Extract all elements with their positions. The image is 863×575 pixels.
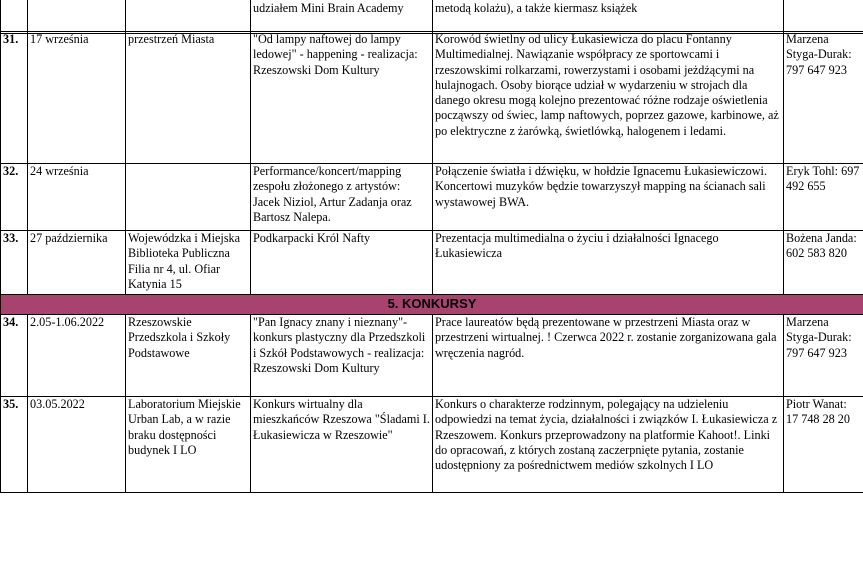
row-date — [28, 0, 126, 34]
row-title: Performance/koncert/mapping zespołu złożonego z artystów: Jacek Niziol, Artur Zadanja oraz Bartosz Nalepa. — [251, 164, 433, 231]
row-description: Konkurs o charakterze rodzinnym, polegający na udzieleniu odpowiedzi na temat życia, działalności i związków I. Łukasiewicza z Rzeszowem. Konkurs przeprowadzony na platformie Kahoot!. Linki do opracowań, z których zostaną zaczerpnięte pytania, zostanie udostępniony za pośrednictwem mediów szkolnych I LO — [433, 397, 784, 493]
row-number — [1, 0, 28, 34]
row-contact: Piotr Wanat: 17 748 28 20 — [784, 397, 863, 493]
row-contact — [784, 0, 863, 34]
row-contact: Marzena Styga-Durak: 797 647 923 — [784, 32, 863, 164]
row-number: 32. — [1, 164, 28, 231]
row-date: 24 września — [28, 164, 126, 231]
row-place — [126, 0, 251, 34]
row-place: Wojewódzka i Miejska Biblioteka Publiczna Filia nr 4, ul. Ofiar Katynia 15 — [126, 231, 251, 295]
row-title: "Pan Ignacy znany i nieznany"- konkurs plastyczny dla Przedszkoli i Szkół Podstawowych - realizacja: Rzeszowski Dom Kultury — [251, 315, 433, 397]
row-date: 17 września — [28, 32, 126, 164]
table-row — [1, 315, 863, 397]
row-title: udziałem Mini Brain Academy — [251, 0, 433, 34]
row-description: Prezentacja multimedialna o życiu i działalności Ignacego Łukasiewicza — [433, 231, 784, 295]
row-contact: Bożena Janda: 602 583 820 — [784, 231, 863, 295]
section-title: 5. KONKURSY — [1, 295, 863, 315]
row-date: 2.05-1.06.2022 — [28, 315, 126, 397]
row-title: "Od lampy naftowej do lampy ledowej" - happening - realizacja: Rzeszowski Dom Kultury — [251, 32, 433, 164]
row-title: Podkarpacki Król Nafty — [251, 231, 433, 295]
top-partial-row-wrapper — [0, 0, 863, 31]
row-contact: Eryk Tohl: 697 492 655 — [784, 164, 863, 231]
row-title: Konkurs wirtualny dla mieszkańców Rzeszowa "Śladami I. Łukasiewicza w Rzeszowie" — [251, 397, 433, 493]
row-place — [126, 164, 251, 231]
row-description: metodą kolażu), a także kiermasz książek — [433, 0, 784, 34]
row-number: 35. — [1, 397, 28, 493]
events-table — [0, 31, 863, 493]
section-header-row — [1, 295, 863, 315]
top-partial-table — [0, 0, 863, 34]
row-number: 33. — [1, 231, 28, 295]
row-place: Rzeszowskie Przedszkola i Szkoły Podstawowe — [126, 315, 251, 397]
row-number: 31. — [1, 32, 28, 164]
row-date: 27 października — [28, 231, 126, 295]
row-description: Połączenie światła i dźwięku, w hołdzie Ignacemu Łukasiewiczowi. Koncertowi muzyków będzie towarzyszył mapping na ścianach sali wystawowej BWA. — [433, 164, 784, 231]
table-row — [1, 32, 863, 164]
table-row — [1, 0, 863, 34]
row-date: 03.05.2022 — [28, 397, 126, 493]
table-row — [1, 231, 863, 295]
row-description: Korowód świetlny od ulicy Łukasiewicza do placu Fontanny Multimedialnej. Nawiązanie współpracy ze sportowcami i rzeszowskimi rolkarzami, rowerzystami i osobami jeżdżącymi na hulajnogach. Osoby biorące udział w wydarzeniu w strojach dla danego okresu mogą kolejno prezentować różne rodzaje oświetlenia począwszy od świec, lamp naftowych, poprzez gazowe, karbinowe, aż po elektryczne z żarówką, świetlówką, halogenem i ledami. — [433, 32, 784, 164]
table-row — [1, 164, 863, 231]
row-description: Prace laureatów będą prezentowane w przestrzeni Miasta oraz w przestrzeni wirtualnej. ! Czerwca 2022 r. zostanie zorganizowana gala wręczenia nagród. — [433, 315, 784, 397]
row-contact: Marzena Styga-Durak: 797 647 923 — [784, 315, 863, 397]
table-row — [1, 397, 863, 493]
row-place: przestrzeń Miasta — [126, 32, 251, 164]
row-place: Laboratorium Miejskie Urban Lab, a w razie braku dostępności budynek I LO — [126, 397, 251, 493]
row-number: 34. — [1, 315, 28, 397]
